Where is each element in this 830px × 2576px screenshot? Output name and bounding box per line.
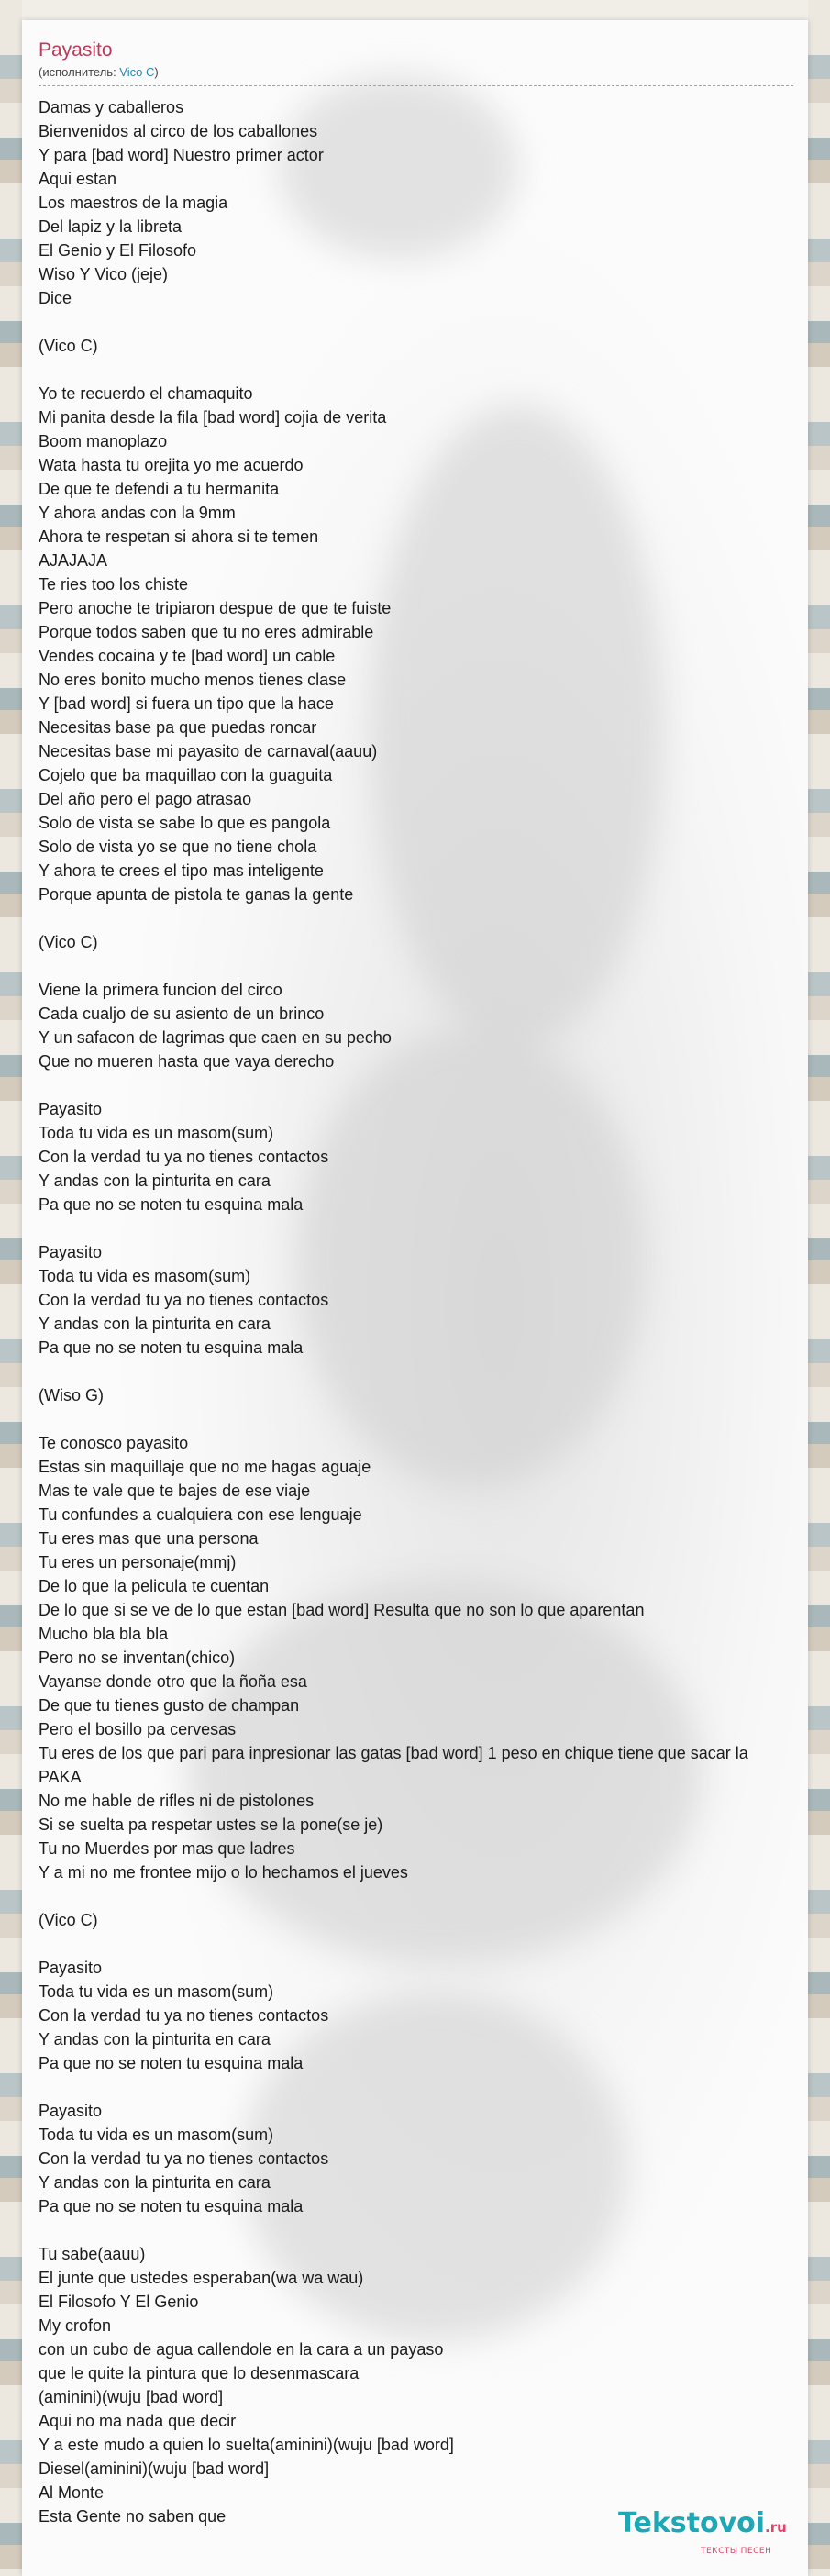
lyrics-panel bbox=[22, 20, 808, 2576]
site-logo[interactable] bbox=[618, 2507, 787, 2539]
artist-link[interactable]: Vico C bbox=[119, 65, 155, 79]
song-title: Payasito bbox=[39, 39, 113, 61]
right-decor-stripe bbox=[808, 0, 830, 2576]
artist-suffix: ) bbox=[154, 65, 159, 79]
header-divider bbox=[39, 85, 793, 86]
song-header bbox=[39, 39, 784, 86]
lyrics-text: Damas y caballeros Bienvenidos al circo de los caballones Y para [bad word] Nuestro primer actor Aqui estan Los maestros de la magia Del lapiz y la libreta El Genio y El Filosofo Wiso Y Vico (jeje) Dice (Vico C) Yo te recuerdo el chamaquito Mi panita desde la fila [bad word] cojia de verita Boom manoplazo Wata hasta tu orejita yo me acuerdo De que te defendi a tu hermanita Y ahora andas con la 9mm Ahora te respetan si ahora si te temen AJAJAJA Te ries too los chiste Pero anoche te tripiaron despue de que te fuiste Porque todos saben que tu no eres admirable Vendes cocaina y te [bad word] un cable No eres bonito mucho menos tienes clase Y [bad word] si fuera un tipo que la hace Necesitas base pa que puedas roncar Necesitas base mi payasito de carnaval(aauu) Cojelo que ba maquillao con la guaguita Del año pero el pago atrasao Solo de vista se sabe lo que es pangola Solo de vista yo se que no tiene chola Y ahora te crees el tipo mas inteligente Porque apunta de pistola te ganas la gente (Vico C) Viene la primera funcion del circo Cada cualjo de su asiento de un brinco Y un safacon de lagrimas que caen en su pecho Que no mueren hasta que vaya derecho Payasito Toda tu vida es un masom(sum) Con la verdad tu ya no tienes contactos Y andas con la pinturita en cara Pa que no se noten tu esquina mala Payasito Toda tu vida es masom(sum) Con la verdad tu ya no tienes contactos Y andas con la pinturita en cara Pa que no se noten tu esquina mala (Wiso G) Te conosco payasito Estas sin maquillaje que no me hagas aguaje Mas te vale que te bajes de ese viaje Tu confundes a cualquiera con ese lenguaje Tu eres mas que una persona Tu eres un personaje(mmj) De lo que la pelicula te cuentan De lo que si se ve de lo que estan [bad word] Resulta que no son lo que aparentan Mucho bla bla bla Pero no se inventan(chico) Vayanse donde otro que la ñoña esa De que tu tienes gusto de champan Pero el bosillo pa cervesas Tu eres de los que pari para inpresionar las gatas [bad word] 1 peso en chique tiene que sacar la PAKA No me hable de rifles ni de pistolones Si se suelta pa respetar ustes se la pone(se je) Tu no Muerdes por mas que ladres Y a mi no me frontee mijo o lo hechamos el jueves (Vico C) Payasito Toda tu vida es un masom(sum) Con la verdad tu ya no tienes contactos Y andas con la pinturita en cara Pa que no se noten tu esquina mala Payasito Toda tu vida es un masom(sum) Con la verdad tu ya no tienes contactos Y andas con la pinturita en cara Pa que no se noten tu esquina mala Tu sabe(aauu) El junte que ustedes esperaban(wa wa wau) El Filosofo Y El Genio My crofon con un cubo de agua callendole en la cara a un payaso que le quite la pintura que lo desenmascara (aminini)(wuju [bad word] Aqui no ma nada que decir Y a este mudo a quien lo suelta(aminini)(wuju [bad word] Diesel(aminini)(wuju [bad word] Al Monte Esta Gente no saben que bbox=[39, 98, 748, 2526]
logo-tagline: ТЕКСТЫ ПЕСЕН bbox=[701, 2547, 772, 2556]
logo-domain-suffix: .ru bbox=[765, 2519, 787, 2536]
artist-prefix: (исполнитель: bbox=[39, 65, 120, 79]
artist-line bbox=[39, 64, 784, 80]
left-decor-stripe bbox=[0, 0, 22, 2576]
logo-main-text: Tekstovoi bbox=[618, 2507, 766, 2539]
